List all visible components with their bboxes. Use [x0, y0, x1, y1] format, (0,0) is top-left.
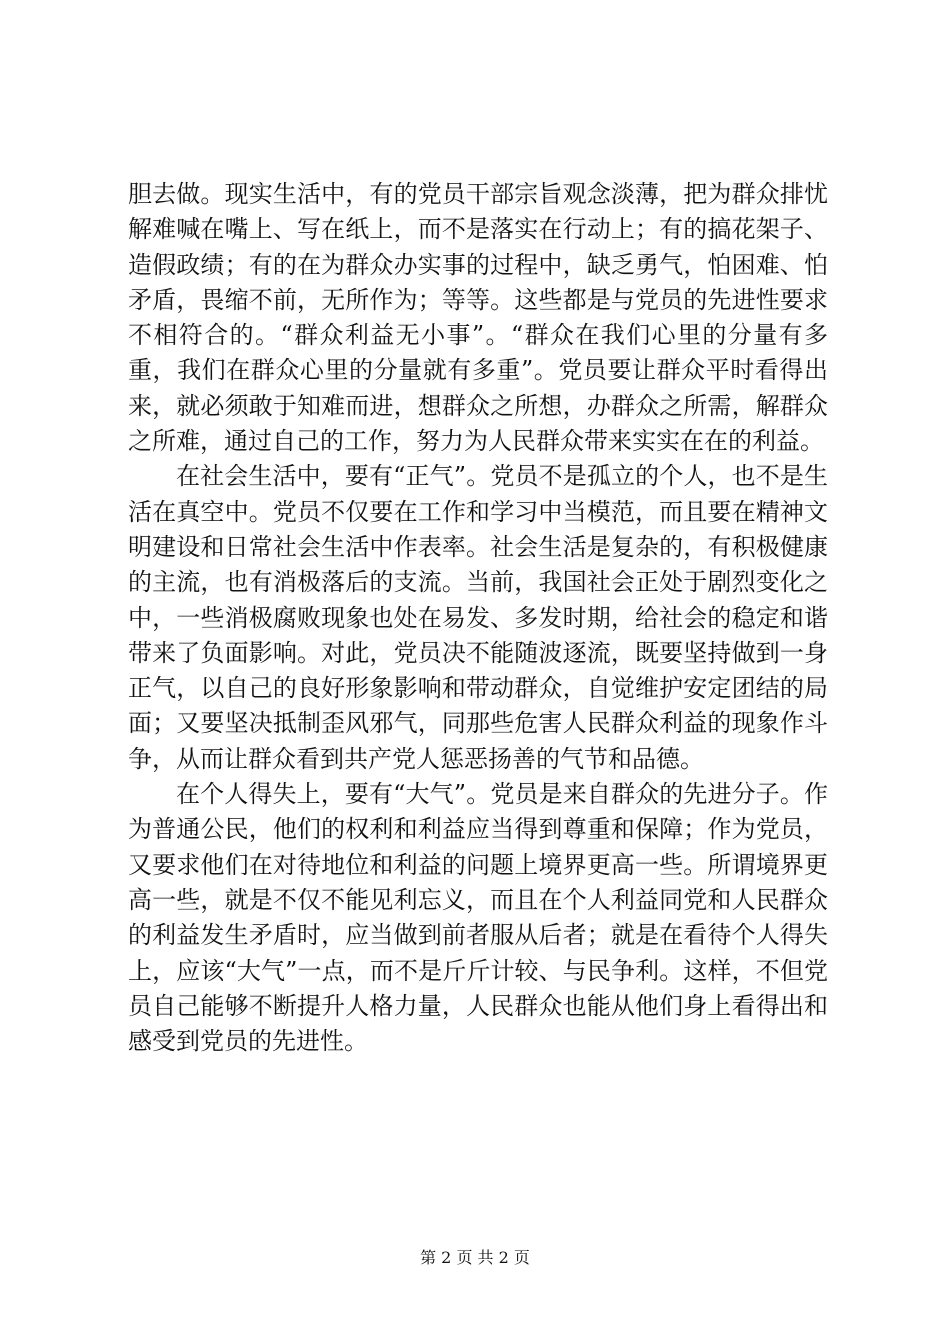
- paragraph-3: 在个人得失上，要有“大气”。党员是来自群众的先进分子。作为普通公民，他们的权利和利益应当得到尊重和保障；作为党员，又要求他们在对待地位和利益的问题上境界更高一些。所谓境界更高一些，就是不仅不能见利忘义，而且在个人利益同党和人民群众的利益发生矛盾时，应当做到前者服从后者；就是在看待个人得失上，应该“大气”一点，而不是斤斤计较、与民争利。这样，不但党员自己能够不断提升人格力量，人民群众也能从他们身上看得出和感受到党员的先进性。: [128, 780, 828, 1056]
- paragraph-1: 胆去做。现实生活中，有的党员干部宗旨观念淡薄，把为群众排忧解难喊在嘴上、写在纸上，而不是落实在行动上；有的搞花架子、造假政绩；有的在为群众办实事的过程中，缺乏勇气，怕困难、怕矛盾，畏缩不前，无所作为；等等。这些都是与党员的先进性要求不相符合的。“群众利益无小事”。“群众在我们心里的分量有多重，我们在群众心里的分量就有多重”。党员要让群众平时看得出来，就必须敢于知难而进，想群众之所想，办群众之所需，解群众之所难，通过自己的工作，努力为人民群众带来实实在在的利益。: [128, 180, 828, 456]
- page-footer: [0, 1245, 950, 1268]
- document-body: [128, 177, 828, 1059]
- paragraph-2: 在社会生活中，要有“正气”。党员不是孤立的个人，也不是生活在真空中。党员不仅要在工作和学习中当模范，而且要在精神文明建设和日常社会生活中作表率。社会生活是复杂的，有积极健康的主流，也有消极落后的支流。当前，我国社会正处于剧烈变化之中，一些消极腐败现象也处在易发、多发时期，给社会的稳定和谐带来了负面影响。对此，党员决不能随波逐流，既要坚持做到一身正气，以自己的良好形象影响和带动群众，自觉维护安定团结的局面；又要坚决抵制歪风邪气，同那些危害人民群众利益的现象作斗争，从而让群众看到共产党人惩恶扬善的气节和品德。: [128, 462, 828, 773]
- page-number-label: 第 2 页 共 2 页: [420, 1248, 530, 1267]
